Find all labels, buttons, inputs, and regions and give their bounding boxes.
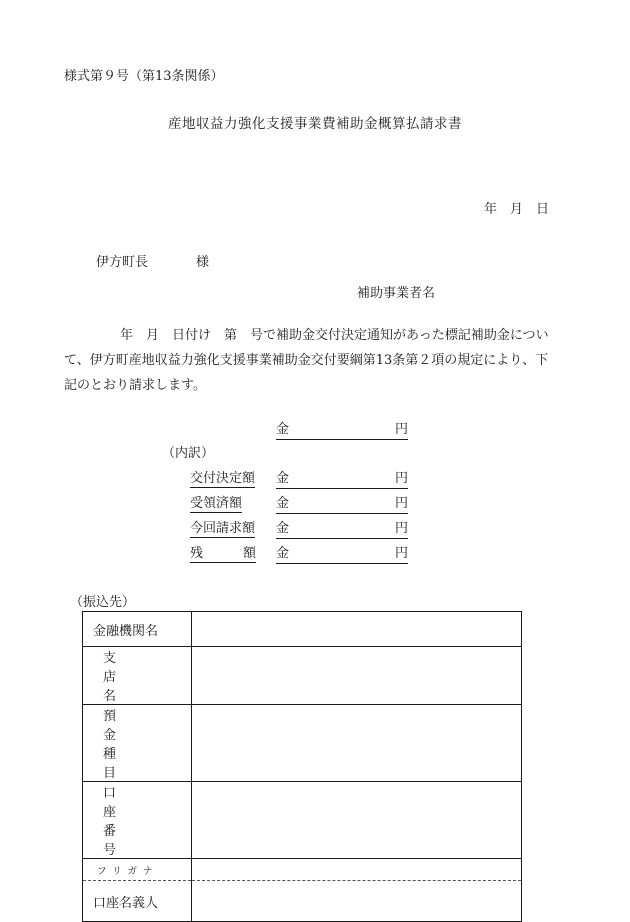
total-amount-kin: 金 <box>276 422 290 437</box>
total-amount-line <box>276 423 408 440</box>
furigana-label-cell <box>83 859 192 881</box>
breakdown-row-label-received: 受領済額 <box>190 496 243 511</box>
addressee <box>96 256 209 269</box>
breakdown-kin: 金 <box>276 496 290 511</box>
table-row <box>83 859 522 881</box>
breakdown-row-amount-balance <box>276 547 408 564</box>
breakdown-row-amount-current <box>276 522 408 539</box>
account-holder-label: 口座名義人 <box>93 895 159 911</box>
furigana-field[interactable] <box>192 859 522 881</box>
date-line: 年 月 日 <box>484 202 550 217</box>
transfer-label: （振込先） <box>70 595 136 610</box>
breakdown-row-amount-granted <box>276 472 408 489</box>
breakdown-kin: 金 <box>276 546 290 561</box>
account-number-label <box>83 782 191 858</box>
balance-char-2: 額 <box>242 546 256 561</box>
applicant-label: 補助事業者名 <box>357 286 436 301</box>
label-char: 店 <box>103 670 117 685</box>
table-row <box>83 647 522 705</box>
body-line-3: 記のとおり請求します。 <box>64 378 206 393</box>
table-row <box>83 612 522 647</box>
breakdown-yen: 円 <box>394 521 408 536</box>
form-number: 様式第９号（第13条関係） <box>64 69 224 84</box>
deposit-type-field[interactable] <box>192 705 522 782</box>
label-char: 種 <box>103 747 117 762</box>
body-line-1: 年 月 日付け 第 号で補助金交付決定通知があった標記補助金につい <box>120 328 549 343</box>
furigana-label: フリガナ <box>97 865 159 877</box>
label-char: 口 <box>103 786 117 801</box>
breakdown-label: （内訳） <box>162 446 215 461</box>
breakdown-kin: 金 <box>276 521 290 536</box>
breakdown-row-amount-received <box>276 497 408 514</box>
bank-name-label: 金融機関名 <box>93 623 159 639</box>
deposit-type-label-cell <box>83 705 192 782</box>
branch-label <box>83 647 191 704</box>
breakdown-yen: 円 <box>394 496 408 511</box>
account-number-label-cell <box>83 782 192 859</box>
breakdown-row-label-granted: 交付決定額 <box>190 471 256 486</box>
account-number-field[interactable] <box>192 782 522 859</box>
deposit-type-label <box>83 705 191 781</box>
label-char: 目 <box>103 766 117 781</box>
balance-char-1: 残 <box>190 546 204 561</box>
addressee-name: 伊方町長 <box>96 255 149 270</box>
breakdown-kin: 金 <box>276 471 290 486</box>
account-holder-field[interactable] <box>192 881 522 922</box>
label-char: 預 <box>103 709 117 724</box>
breakdown-row-label-current: 今回請求額 <box>190 521 256 536</box>
label-char: 座 <box>103 805 117 820</box>
breakdown-yen: 円 <box>394 471 408 486</box>
breakdown-yen: 円 <box>394 546 408 561</box>
table-row <box>83 881 522 922</box>
bank-name-label-cell <box>83 612 192 647</box>
bank-account-table <box>82 611 522 922</box>
label-char: 支 <box>103 651 117 666</box>
body-line-2: て、伊方町産地収益力強化支援事業補助金交付要綱第13条第２項の規定により、下 <box>64 353 549 368</box>
label-char: 名 <box>103 689 117 704</box>
label-char: 番 <box>103 824 117 839</box>
breakdown-row-label-balance <box>190 547 256 563</box>
branch-label-cell <box>83 647 192 705</box>
branch-field[interactable] <box>192 647 522 705</box>
label-char: 金 <box>103 728 117 743</box>
total-amount-yen: 円 <box>394 422 408 437</box>
table-row <box>83 705 522 782</box>
addressee-honorific: 様 <box>196 255 210 270</box>
label-char: 号 <box>103 843 117 858</box>
bank-name-field[interactable] <box>192 612 522 647</box>
table-row <box>83 782 522 859</box>
document-title: 産地収益力強化支援事業費補助金概算払請求書 <box>168 116 462 132</box>
account-holder-label-cell <box>83 881 192 922</box>
